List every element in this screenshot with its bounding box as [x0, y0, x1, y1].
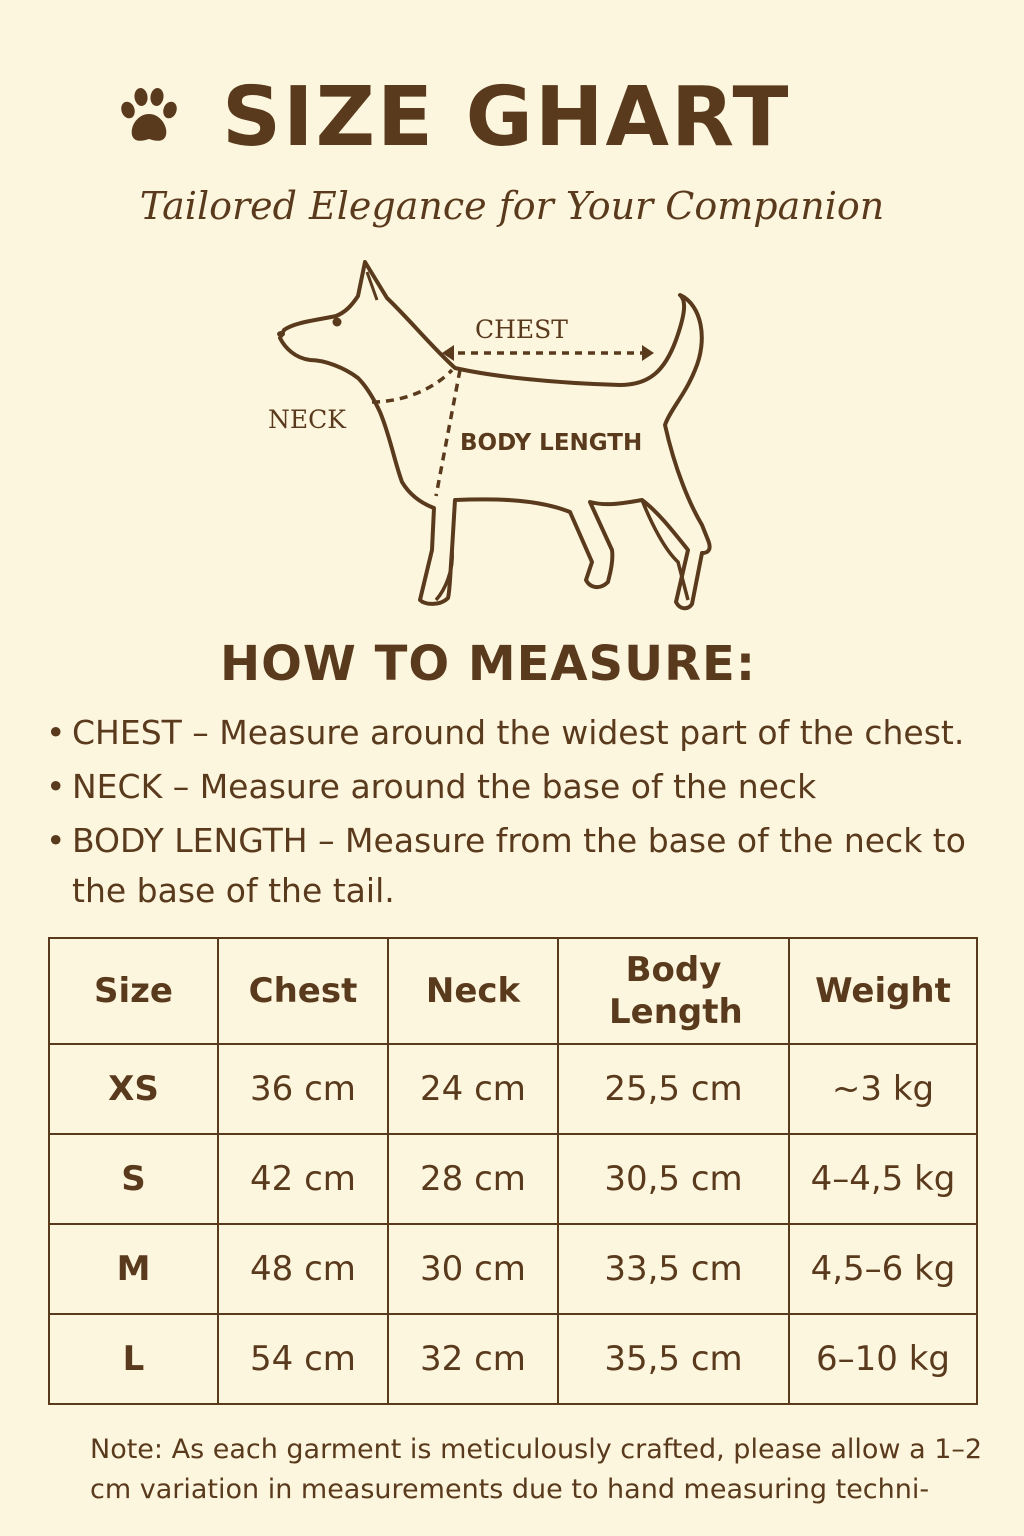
- chest-label: CHEST: [475, 315, 568, 344]
- neck-cell: 28 cm: [388, 1134, 558, 1224]
- body-length-cell: 25,5 cm: [558, 1044, 789, 1134]
- page-title: SIZE GHART: [222, 70, 791, 165]
- weight-cell: 4,5–6 kg: [789, 1224, 977, 1314]
- instruction-text: NECK – Measure around the base of the neck: [72, 767, 817, 806]
- header-body-length: Body Length: [558, 938, 789, 1044]
- size-cell: M: [49, 1224, 218, 1314]
- body-length-cell: 33,5 cm: [558, 1224, 789, 1314]
- size-cell: S: [49, 1134, 218, 1224]
- bullet: •: [46, 821, 66, 860]
- neck-label: NECK: [268, 405, 346, 434]
- body-length-cell: 35,5 cm: [558, 1314, 789, 1404]
- table-row: [49, 1044, 977, 1134]
- dog-nose: [277, 331, 285, 337]
- dog-measurement-diagram: [240, 250, 780, 620]
- size-table: [48, 937, 978, 1405]
- instruction-text: BODY LENGTH – Measure from the base of the neck to the base of the tail.: [72, 821, 966, 910]
- weight-cell: ~3 kg: [789, 1044, 977, 1134]
- header-neck: Neck: [388, 938, 558, 1044]
- instruction-body-length: [46, 816, 986, 916]
- table-row: [49, 1134, 977, 1224]
- paw-icon: [118, 86, 180, 146]
- neck-measure-line: [372, 370, 452, 402]
- footnote: Note: As each garment is meticulously crafted, please allow a 1–2 cm variation in measurements due to hand measuring techni-: [90, 1434, 983, 1505]
- table-header-row: [49, 938, 977, 1044]
- bullet: •: [46, 713, 66, 752]
- table-row: [49, 1224, 977, 1314]
- instruction-chest: [46, 708, 986, 758]
- measure-instructions-list: [46, 708, 986, 920]
- weight-cell: 6–10 kg: [789, 1314, 977, 1404]
- header: [112, 66, 932, 166]
- size-cell: XS: [49, 1044, 218, 1134]
- chest-cell: 48 cm: [218, 1224, 388, 1314]
- size-cell: L: [49, 1314, 218, 1404]
- body-length-measure-line: [436, 370, 460, 496]
- body-length-cell: 30,5 cm: [558, 1134, 789, 1224]
- instruction-text: CHEST – Measure around the widest part of the chest.: [72, 713, 965, 752]
- neck-cell: 24 cm: [388, 1044, 558, 1134]
- chest-cell: 42 cm: [218, 1134, 388, 1224]
- table-row: [49, 1314, 977, 1404]
- page-subtitle: Tailored Elegance for Your Companion: [139, 184, 885, 228]
- weight-cell: 4–4,5 kg: [789, 1134, 977, 1224]
- header-size: Size: [49, 938, 218, 1044]
- neck-cell: 30 cm: [388, 1224, 558, 1314]
- body-length-label: BODY LENGTH: [460, 430, 643, 456]
- chest-cell: 54 cm: [218, 1314, 388, 1404]
- how-to-measure-heading: HOW TO MEASURE:: [219, 636, 757, 692]
- bullet: •: [46, 767, 66, 806]
- header-weight: Weight: [789, 938, 977, 1044]
- chest-cell: 36 cm: [218, 1044, 388, 1134]
- neck-cell: 32 cm: [388, 1314, 558, 1404]
- instruction-neck: [46, 762, 986, 812]
- dog-eye: [333, 318, 342, 327]
- header-chest: Chest: [218, 938, 388, 1044]
